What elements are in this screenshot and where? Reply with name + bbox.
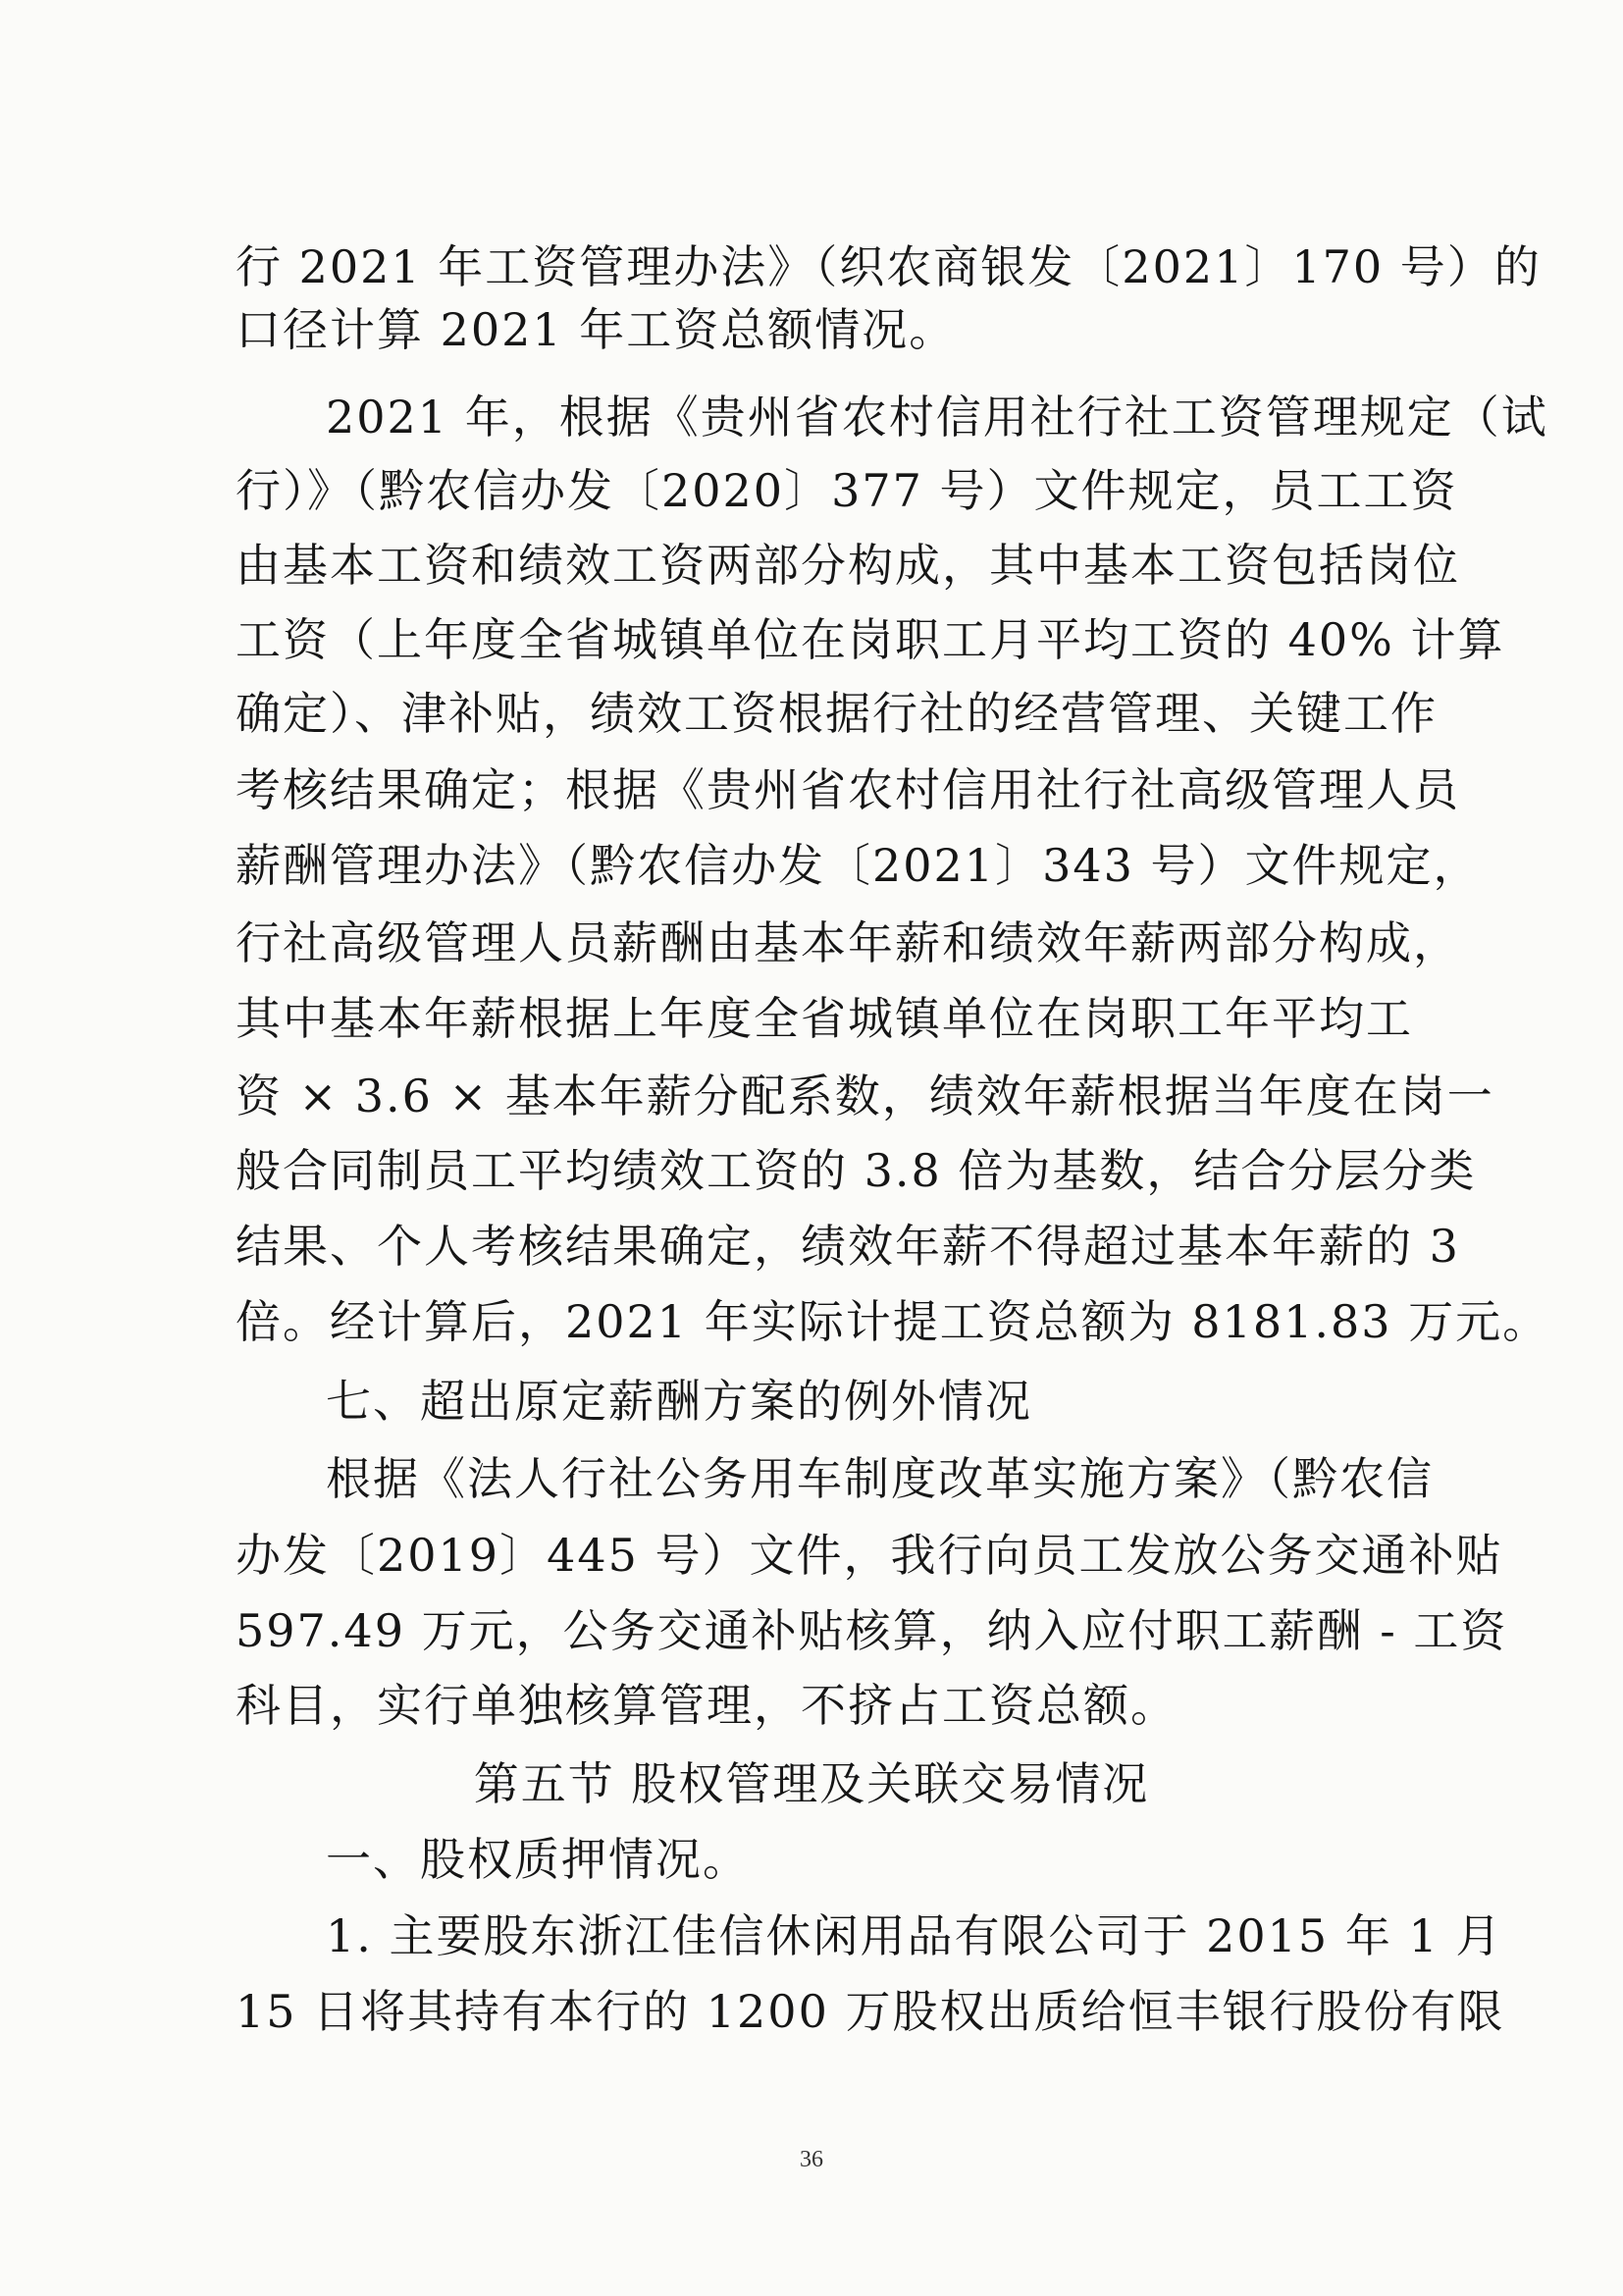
text-line: 1. 主要股东浙江佳信休闲用品有限公司于 2015 年 1 月 <box>326 1909 1503 1962</box>
text-line: 597.49 万元，公务交通补贴核算，纳入应付职工薪酬 - 工资 <box>236 1604 1508 1657</box>
text-line: 行 2021 年工资管理办法》（织农商银发〔2021〕170 号）的 <box>236 240 1542 293</box>
text-line: 办发〔2019〕445 号）文件，我行向员工发放公务交通补贴 <box>236 1529 1503 1582</box>
text-line: 根据《法人行社公务用车制度改革实施方案》（黔农信 <box>326 1452 1434 1505</box>
text-line: 考核结果确定；根据《贵州省农村信用社行社高级管理人员 <box>236 763 1460 816</box>
text-line: 倍。经计算后，2021 年实际计提工资总额为 8181.83 万元。 <box>236 1295 1550 1348</box>
text-line: 由基本工资和绩效工资两部分构成，其中基本工资包括岗位 <box>236 539 1460 592</box>
text-line: 结果、个人考核结果确定，绩效年薪不得超过基本年薪的 3 <box>236 1220 1460 1273</box>
text-line: 15 日将其持有本行的 1200 万股权出质给恒丰银行股份有限 <box>236 1985 1505 2038</box>
text-line: 2021 年，根据《贵州省农村信用社行社工资管理规定（试 <box>326 391 1548 444</box>
text-line: 行社高级管理人员薪酬由基本年薪和绩效年薪两部分构成， <box>236 916 1460 969</box>
text-line: 口径计算 2021 年工资总额情况。 <box>236 303 957 356</box>
text-line: 般合同制员工平均绩效工资的 3.8 倍为基数，结合分层分类 <box>236 1144 1477 1197</box>
text-line: 确定）、津补贴，绩效工资根据行社的经营管理、关键工作 <box>236 687 1438 740</box>
text-line: 科目，实行单独核算管理，不挤占工资总额。 <box>236 1679 1178 1732</box>
section-heading: 七、超出原定薪酬方案的例外情况 <box>326 1375 1032 1428</box>
text-line: 薪酬管理办法》（黔农信办发〔2021〕343 号）文件规定， <box>236 839 1481 892</box>
text-line: 行）》（黔农信办发〔2020〕377 号）文件规定，员工工资 <box>236 464 1458 517</box>
section-title: 第五节 股权管理及关联交易情况 <box>473 1757 1150 1810</box>
text-line: 资 × 3.6 × 基本年薪分配系数，绩效年薪根据当年度在岗一 <box>236 1070 1494 1122</box>
text-line: 工资（上年度全省城镇单位在岗职工月平均工资的 40% 计算 <box>236 613 1505 666</box>
section-heading: 一、股权质押情况。 <box>326 1833 750 1886</box>
page-number: 36 <box>800 2147 823 2172</box>
text-line: 其中基本年薪根据上年度全省城镇单位在岗职工年平均工 <box>236 992 1413 1045</box>
